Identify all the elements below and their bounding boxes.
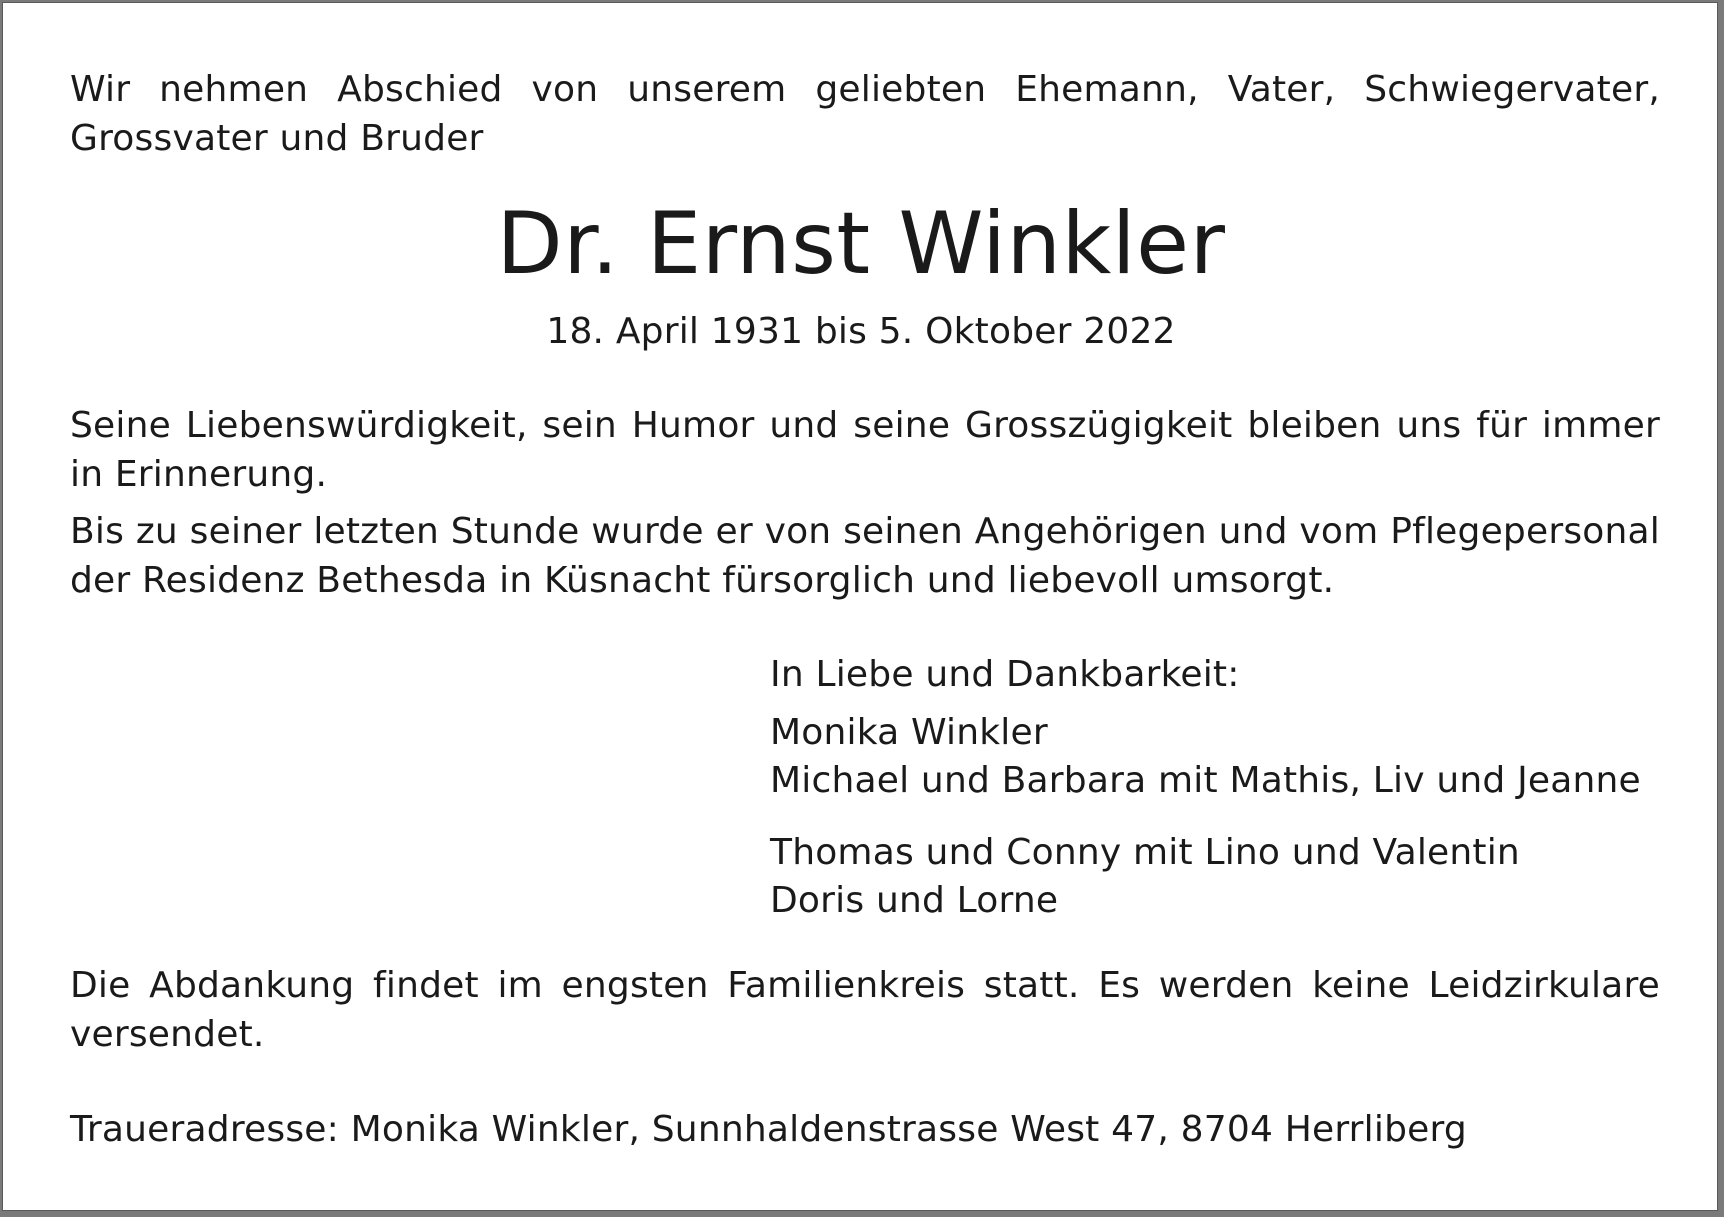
deceased-name: Dr. Ernst Winkler bbox=[496, 194, 1226, 294]
funeral-notice: Die Abdankung findet im engsten Familienkreis statt. Es werden keine Leidzirkulare versendet. bbox=[70, 965, 1660, 1055]
obituary-card bbox=[2, 2, 1718, 1211]
signer-line: Michael und Barbara mit Mathis, Liv und Jeanne bbox=[770, 760, 1641, 801]
signers-group-2 bbox=[770, 829, 1670, 925]
signer-line: Doris und Lorne bbox=[770, 880, 1059, 921]
signers-heading: In Liebe und Dankbarkeit: bbox=[770, 654, 1240, 695]
memory-paragraph: Seine Liebenswürdigkeit, sein Humor und seine Grosszügigkeit bleiben uns für immer in Erinnerung. bbox=[70, 405, 1660, 495]
signers-group-1 bbox=[770, 709, 1670, 805]
signer-line: Monika Winkler bbox=[770, 712, 1048, 753]
intro-text: Wir nehmen Abschied von unserem geliebten Ehemann, Vater, Schwiegervater, Grossvater und Bruder bbox=[70, 69, 1660, 159]
signer-line: Thomas und Conny mit Lino und Valentin bbox=[770, 832, 1520, 873]
life-dates: 18. April 1931 bis 5. Oktober 2022 bbox=[546, 311, 1176, 352]
care-paragraph: Bis zu seiner letzten Stunde wurde er von seinen Angehörigen und vom Pflegepersonal der Residenz Bethesda in Küsnacht fürsorglich und liebevoll umsorgt. bbox=[70, 511, 1660, 601]
mourning-address: Traueradresse: Monika Winkler, Sunnhaldenstrasse West 47, 8704 Herrliberg bbox=[70, 1109, 1467, 1150]
